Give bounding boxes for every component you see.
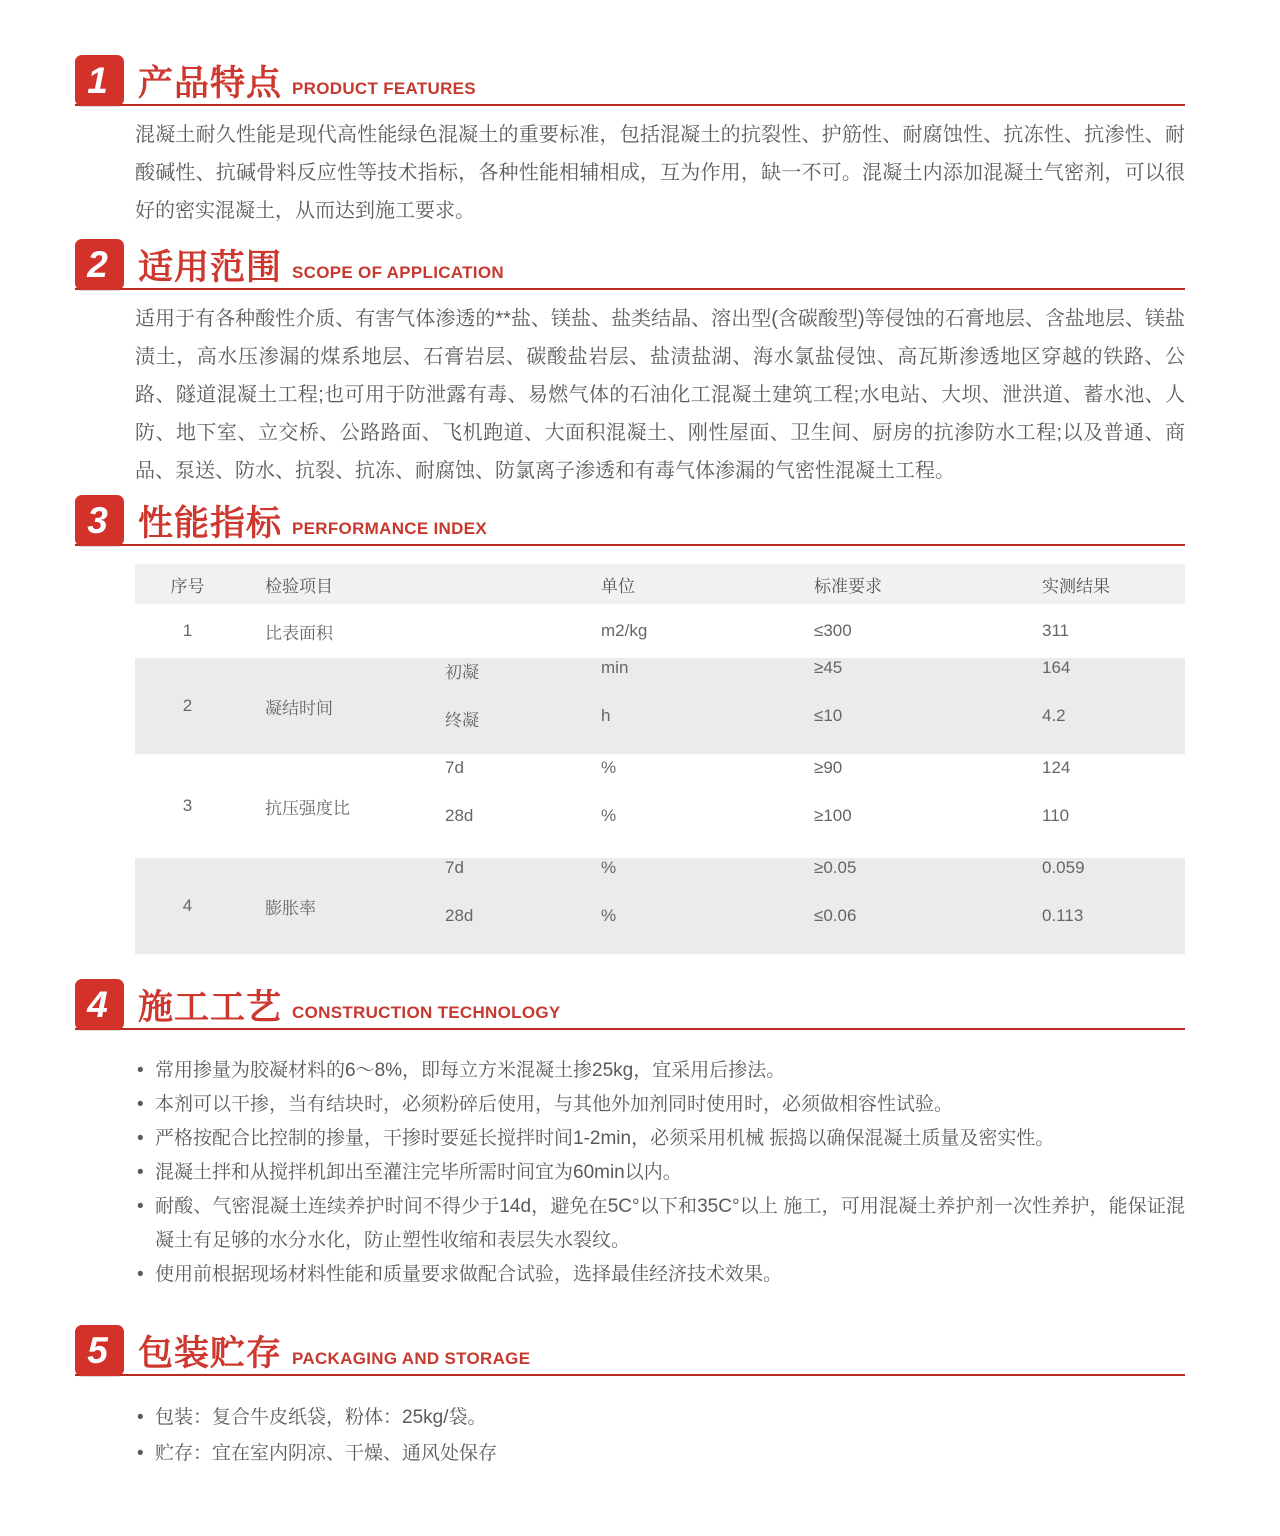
section-paragraph: 混凝土耐久性能是现代高性能绿色混凝土的重要标准，包括混凝土的抗裂性、护筋性、耐腐蚀性、抗冻性、抗渗性、耐酸碱性、抗碱骨料反应性等技术指标，各种性能相辅相成，互为作用，缺一不可。混凝土内添加混凝土气密剂，可以很好的密实混凝土，从而达到施工要求。 <box>135 124 1185 222</box>
section-title: 适用范围 <box>138 248 283 287</box>
cell-result: 110 <box>1042 806 1070 825</box>
cell-unit: % <box>601 906 617 925</box>
bullet-item: • 耐酸、气密混凝土连续养护时间不得少于14d，避免在5C°以下和35C°以上 施工，可用混凝土养护剂一次性养护，能保证混凝土有足够的水分水化，防止塑性收缩和表层失水裂纹。 <box>135 1190 1185 1258</box>
section-1-number-badge <box>75 55 124 106</box>
cell-result: 4.2 <box>1042 706 1066 725</box>
cell-item: 比表面积 <box>265 623 333 643</box>
cell-no: 2 <box>182 696 193 715</box>
section-packaging-and-storage <box>75 1322 1185 1472</box>
cell-sub: 初凝 <box>445 663 479 682</box>
section-1-header <box>75 52 1185 106</box>
cell-sub: 终凝 <box>445 711 479 730</box>
section-scope-of-application <box>75 236 1185 490</box>
section-2-number-badge <box>75 239 124 290</box>
section-number: 3 <box>87 500 108 541</box>
section-4-header <box>75 976 1185 1030</box>
section-paragraph: 适用于有各种酸性介质、有害气体渗透的**盐、镁盐、盐类结晶、溶出型(含碳酸型)等侵蚀的石膏地层、含盐地层、镁盐渍土，高水压渗漏的煤系地层、石膏岩层、碳酸盐岩层、盐渍盐湖、海水氯盐侵蚀、高瓦斯渗透地区穿越的铁路、公路、隧道混凝土工程;也可用于防泄露有毒、易燃气体的石油化工混凝土建筑工程;水电站、大坝、泄洪道、蓄水池、人防、地下室、立交桥、公路路面、飞机跑道、大面积混凝土、刚性屋面、卫生间、厨房的抗渗防水工程;以及普通、商品、泵送、防水、抗裂、抗冻、耐腐蚀、防氯离子渗透和有毒气体渗漏的气密性混凝土工程。 <box>135 308 1185 482</box>
section-3-number-badge <box>75 495 124 546</box>
section-5-header <box>75 1322 1185 1376</box>
cell-standard: ≥100 <box>814 806 852 825</box>
section-2-header <box>75 236 1185 290</box>
cell-standard: ≥0.05 <box>814 858 857 877</box>
table-subrow <box>425 758 1280 806</box>
section-construction-technology <box>75 976 1185 1292</box>
cell-unit: % <box>601 858 617 877</box>
construction-bullet-list <box>135 1054 1185 1292</box>
cell-result: 124 <box>1042 758 1071 777</box>
section-number: 2 <box>87 244 108 285</box>
section-title: 产品特点 <box>138 64 283 103</box>
performance-table <box>135 564 1185 954</box>
cell-unit: % <box>601 758 617 777</box>
cell-standard: ≥45 <box>814 658 843 677</box>
table-row-group <box>135 758 1185 854</box>
sub-rows <box>425 758 1280 854</box>
cell-result: 164 <box>1042 658 1071 677</box>
table-subrow <box>425 706 1280 754</box>
section-title: 施工工艺 <box>138 988 283 1027</box>
sub-rows <box>425 858 1280 954</box>
bullet-item: • 严格按配合比控制的掺量，干掺时要延长搅拌时间1-2min，必须采用机械 振捣以确保混凝土质量及密实性。 <box>135 1122 1185 1156</box>
cell-unit: min <box>601 658 629 677</box>
table-subrow <box>425 658 1280 706</box>
cell-unit: h <box>601 706 611 725</box>
cell-item: 膨胀率 <box>265 898 316 918</box>
cell-result: 311 <box>1042 621 1070 640</box>
cell-item: 抗压强度比 <box>265 798 350 818</box>
section-subtitle-en: PERFORMANCE INDEX <box>292 519 487 538</box>
section-4-number-badge <box>75 979 124 1030</box>
table-subrow <box>425 806 1280 854</box>
cell-unit: % <box>601 806 617 825</box>
section-title: 包装贮存 <box>138 1334 283 1373</box>
col-header-unit: 单位 <box>601 576 635 596</box>
section-3-header <box>75 492 1185 546</box>
bullet-item: • 贮存：宜在室内阴凉、干燥、通风处保存 <box>135 1436 1185 1472</box>
table-subrow <box>425 858 1280 906</box>
bullet-item: • 本剂可以干掺，当有结块时，必须粉碎后使用，与其他外加剂同时使用时，必须做相容性试验。 <box>135 1088 1185 1122</box>
table-row <box>135 608 1185 654</box>
cell-result: 0.113 <box>1042 906 1084 925</box>
cell-standard: ≤0.06 <box>814 906 857 925</box>
section-number: 4 <box>87 984 108 1025</box>
table-row-group <box>135 658 1185 754</box>
cell-no: 4 <box>182 896 193 915</box>
cell-standard: ≥90 <box>814 758 843 777</box>
section-product-features <box>75 52 1185 230</box>
cell-sub: 28d <box>445 806 474 825</box>
section-subtitle-en: PRODUCT FEATURES <box>292 79 476 98</box>
bullet-item: • 使用前根据现场材料性能和质量要求做配合试验，选择最佳经济技术效果。 <box>135 1258 1185 1292</box>
cell-sub: 28d <box>445 906 474 925</box>
section-number: 5 <box>87 1330 108 1371</box>
cell-result: 0.059 <box>1042 858 1085 877</box>
section-5-number-badge <box>75 1325 124 1376</box>
bullet-item: • 混凝土拌和从搅拌机卸出至灌注完毕所需时间宜为60min以内。 <box>135 1156 1185 1190</box>
cell-sub: 7d <box>445 858 464 877</box>
cell-item: 凝结时间 <box>265 698 333 718</box>
cell-standard: ≤300 <box>814 621 852 640</box>
table-subrow <box>425 906 1280 954</box>
cell-standard: ≤10 <box>814 706 843 725</box>
section-title: 性能指标 <box>138 504 283 543</box>
table-header-row <box>135 564 1185 604</box>
section-subtitle-en: PACKAGING AND STORAGE <box>292 1349 531 1368</box>
cell-no: 1 <box>182 621 193 640</box>
cell-unit: m2/kg <box>601 621 648 640</box>
section-subtitle-en: SCOPE OF APPLICATION <box>292 263 504 282</box>
cell-sub <box>425 608 565 654</box>
col-header-sub <box>425 564 565 604</box>
col-header-standard: 标准要求 <box>814 576 882 596</box>
bullet-item: • 包装：复合牛皮纸袋，粉体：25kg/袋。 <box>135 1400 1185 1436</box>
section-performance-index <box>75 492 1185 954</box>
section-subtitle-en: CONSTRUCTION TECHNOLOGY <box>292 1003 561 1022</box>
packaging-bullet-list <box>135 1400 1185 1472</box>
section-number: 1 <box>87 60 108 101</box>
cell-sub: 7d <box>445 758 464 777</box>
bullet-item: • 常用掺量为胶凝材料的6～8%，即每立方米混凝土掺25kg，宜采用后掺法。 <box>135 1054 1185 1088</box>
col-header-item: 检验项目 <box>265 576 333 596</box>
sub-rows <box>425 658 1280 754</box>
table-row-group <box>135 858 1185 954</box>
col-header-result: 实测结果 <box>1042 576 1110 596</box>
col-header-no: 序号 <box>170 576 205 596</box>
product-datasheet-page <box>0 52 1280 1536</box>
cell-no: 3 <box>182 796 193 815</box>
